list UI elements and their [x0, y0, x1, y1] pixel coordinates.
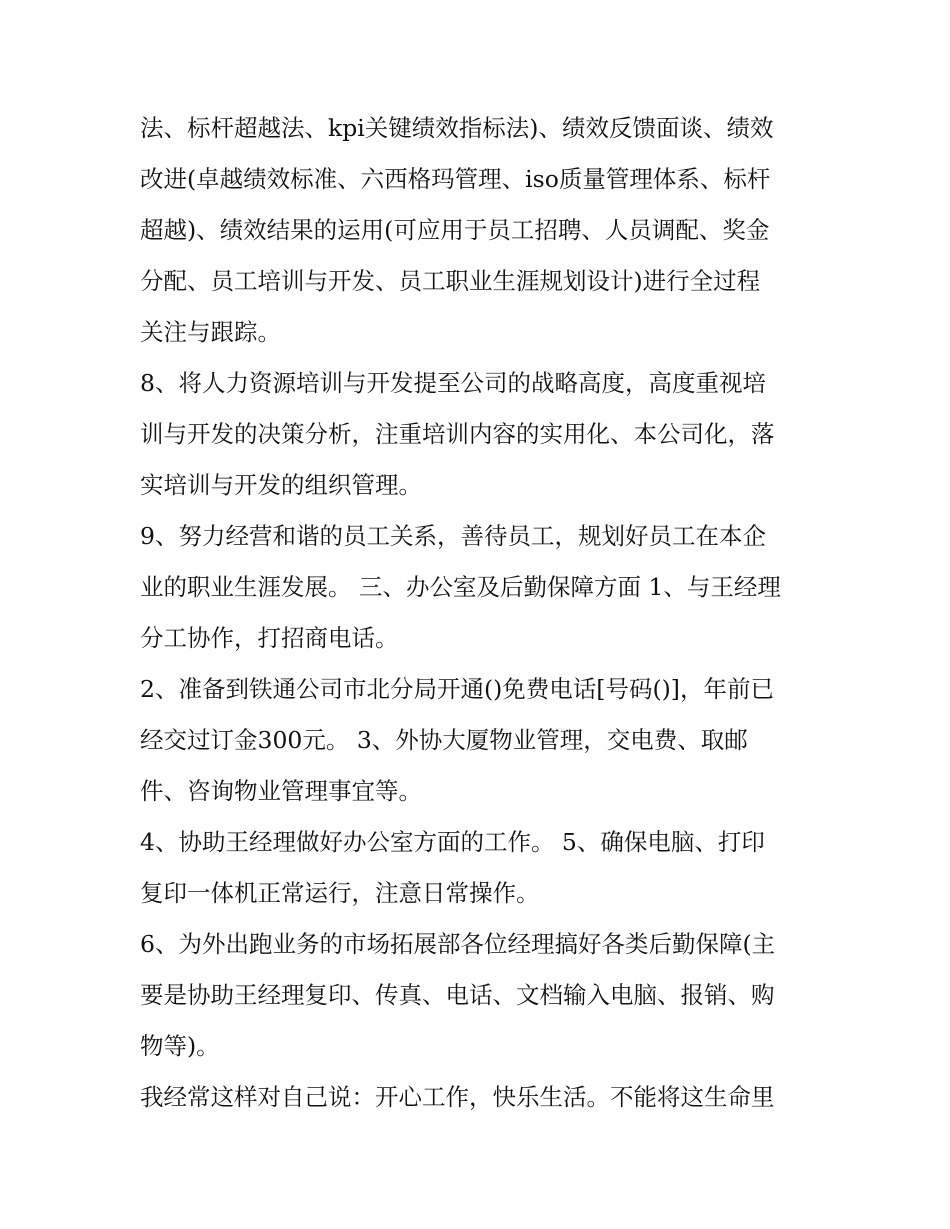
text-line: 2、准备到铁通公司市北分局开通()免费电话[号码()]，年前已	[140, 675, 774, 703]
text-line: 我经常这样对自己说：开心工作，快乐生活。不能将这生命里	[140, 1083, 775, 1111]
text-line: 物等)。	[140, 1032, 220, 1060]
text-line: 法、标杆超越法、kpi关键绩效指标法)、绩效反馈面谈、绩效	[140, 114, 774, 142]
text-line: 超越)、绩效结果的运用(可应用于员工招聘、人员调配、奖金	[140, 216, 770, 244]
text-line: 改进(卓越绩效标准、六西格玛管理、iso质量管理体系、标杆	[140, 165, 771, 193]
text-line: 8、将人力资源培训与开发提至公司的战略高度，高度重视培	[140, 369, 766, 397]
text-line: 关注与跟踪。	[140, 318, 281, 346]
text-line: 训与开发的决策分析，注重培训内容的实用化、本公司化，落	[140, 420, 775, 448]
text-line: 实培训与开发的组织管理。	[140, 471, 422, 499]
text-line: 分配、员工培训与开发、员工职业生涯规划设计)进行全过程	[140, 267, 761, 295]
document-body	[140, 103, 820, 1123]
text-line: 9、努力经营和谐的员工关系，善待员工，规划好员工在本企	[140, 522, 766, 550]
text-line: 要是协助王经理复印、传真、电话、文档输入电脑、报销、购	[140, 981, 775, 1009]
text-line: 6、为外出跑业务的市场拓展部各位经理搞好各类后勤保障(主	[140, 930, 776, 958]
text-line: 经交过订金300元。 3、外协大厦物业管理，交电费、取邮	[140, 726, 748, 754]
text-line: 分工协作，打招商电话。	[140, 624, 399, 652]
text-line: 件、咨询物业管理事宜等。	[140, 777, 422, 805]
text-line: 业的职业生涯发展。 三、办公室及后勤保障方面 1、与王经理	[140, 573, 781, 601]
text-line: 复印一体机正常运行，注意日常操作。	[140, 879, 540, 907]
text-line: 4、协助王经理做好办公室方面的工作。 5、确保电脑、打印	[140, 828, 765, 856]
